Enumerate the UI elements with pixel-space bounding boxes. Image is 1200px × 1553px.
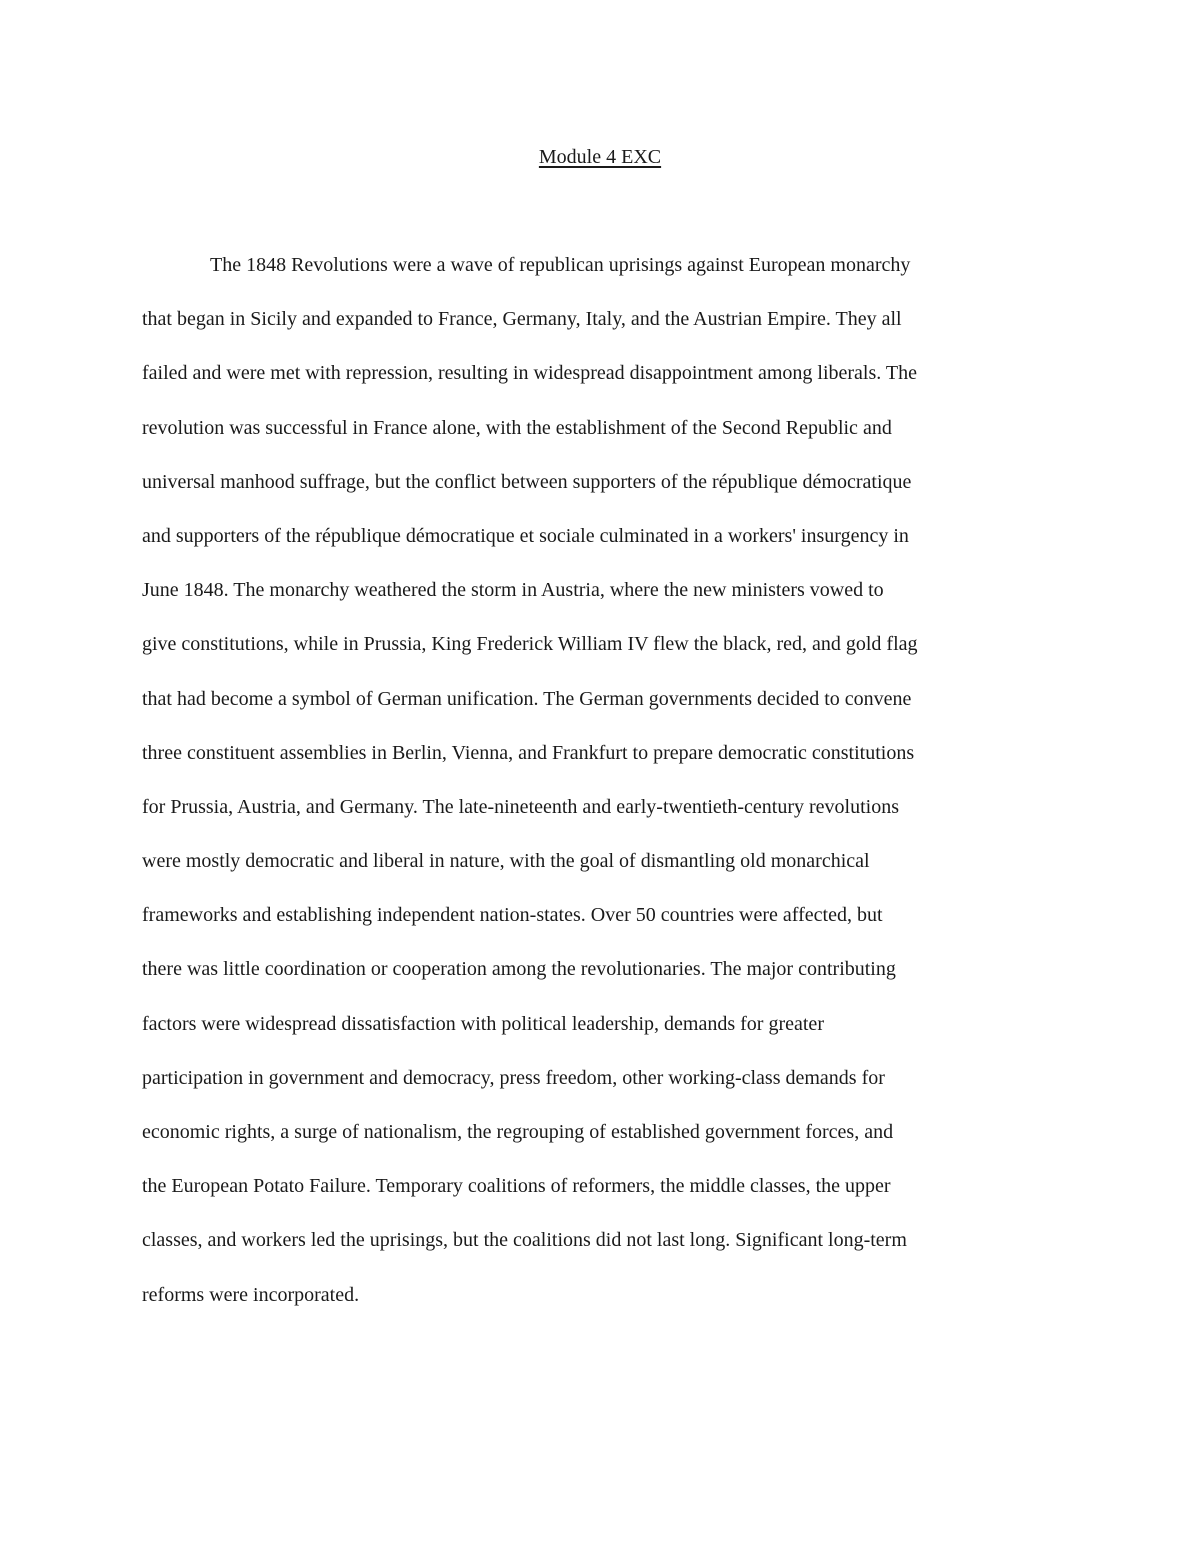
paragraph-line: that began in Sicily and expanded to France, Germany, Italy, and the Austrian Empire. They all [142,308,902,331]
paragraph-line: and supporters of the république démocratique et sociale culminated in a workers' insurgency in [142,524,909,547]
paragraph-line: revolution was successful in France alone, with the establishment of the Second Republic and [142,416,892,439]
body-paragraph [142,250,1072,1334]
paragraph-line: reforms were incorporated. [142,1283,360,1306]
paragraph-line: give constitutions, while in Prussia, King Frederick William IV flew the black, red, and gold flag [142,633,918,656]
paragraph-line: that had become a symbol of German unification. The German governments decided to convene [142,687,912,710]
paragraph-line: for Prussia, Austria, and Germany. The late-nineteenth and early-twentieth-century revolutions [142,795,899,818]
paragraph-line: economic rights, a surge of nationalism, the regrouping of established government forces, and [142,1121,894,1143]
paragraph-line: universal manhood suffrage, but the conflict between supporters of the république démocratique [142,470,912,493]
document-title: Module 4 EXC [538,146,662,168]
paragraph-line: were mostly democratic and liberal in nature, with the goal of dismantling old monarchical [142,850,870,873]
paragraph-line: June 1848. The monarchy weathered the storm in Austria, where the new ministers vowed to [142,579,884,602]
paragraph-line: failed and were met with repression, resulting in widespread disappointment among liberals. The [142,362,917,385]
paragraph-line: factors were widespread dissatisfaction with political leadership, demands for greater [142,1012,824,1035]
paragraph-line: three constituent assemblies in Berlin, Vienna, and Frankfurt to prepare democratic constitutions [142,741,915,764]
paragraph-line: there was little coordination or cooperation among the revolutionaries. The major contributing [142,958,896,981]
paragraph-line: frameworks and establishing independent nation-states. Over 50 countries were affected, but [142,904,883,927]
paragraph-line: The 1848 Revolutions were a wave of republican uprisings against European monarchy [210,254,911,276]
paragraph-line: participation in government and democracy, press freedom, other working-class demands for [142,1066,885,1089]
paragraph-line: the European Potato Failure. Temporary coalitions of reformers, the middle classes, the upper [142,1175,891,1198]
paragraph-line: classes, and workers led the uprisings, but the coalitions did not last long. Significant long-term [142,1229,907,1252]
